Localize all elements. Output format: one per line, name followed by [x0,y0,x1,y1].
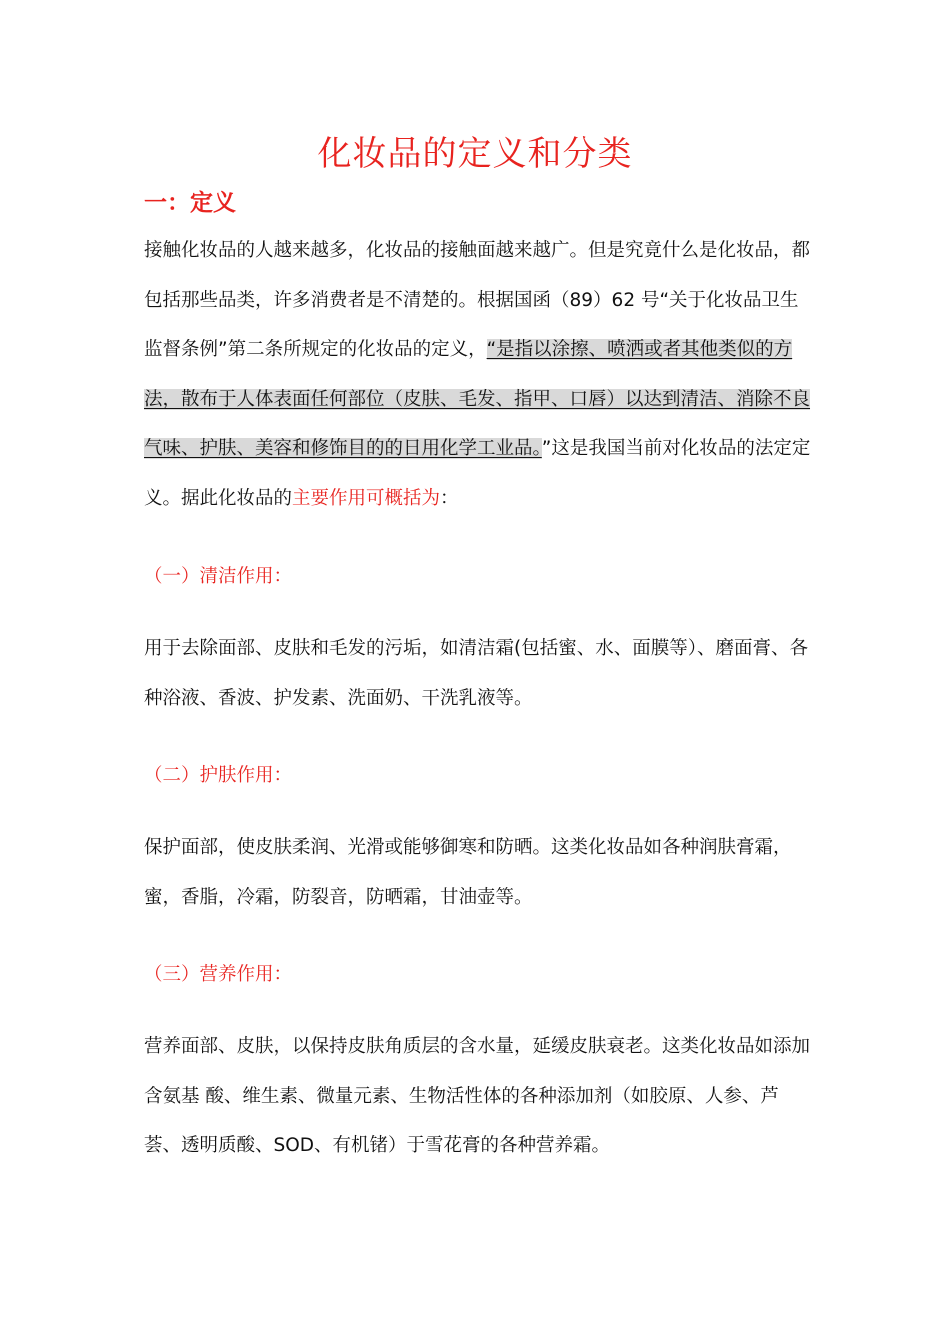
function-text-nutrition: 营养面部、皮肤，以保持皮肤角质层的含水量，延缓皮肤衰老。这类化妆品如添加含氨基 酸、维生素、微量元素、生物活性体的各种添加剂（如胶原、人参、芦荟、透明质酸、SOD、有机锗）于雪花膏的各种营养霜。 [144,1036,811,1156]
function-heading-nutrition: （三）营养作用： [144,964,293,985]
definition-paragraph [144,226,814,523]
intro-text: 接触化妆品的人越来越多，化妆品的接触面越来越广。但是究竟什么是化妆品，都包括那些品类，许多消费者是不清楚的。根据国函（89）62 号“关于化妆品卫生监督条例”第二条所规定的化妆品的定义， [144,240,811,360]
legal-definition-quote: “是指以涂擦、喷洒或者其他类似的方法，散布于人体表面任何部位（皮肤、毛发、指甲、口唇）以达到清洁、消除不良气味、护肤、美容和修饰目的的日用化学工业品。 [144,339,811,459]
main-functions-highlight: 主要作用可概括为 [292,487,441,509]
function-text-skincare: 保护面部，使皮肤柔润、光滑或能够御寒和防晒。这类化妆品如各种润肤膏霜，蜜，香脂，冷霜，防裂音，防晒霜，甘油壶等。 [144,837,792,908]
colon-text: ： [440,487,459,509]
document-title: 化妆品的定义和分类 [317,134,633,174]
after-quote-text: ”这是我国当前对化妆品的法定定义。据此化妆品的 [144,438,811,509]
function-text-cleaning: 用于去除面部、皮肤和毛发的污垢，如清洁霜(包括蜜、水、面膜等）、磨面膏、各种浴液、香波、护发素、洗面奶、干洗乳液等。 [144,638,808,709]
function-heading-cleaning: （一）清洁作用： [144,566,293,587]
function-heading-skincare: （二）护肤作用： [144,765,293,786]
section-heading-definition: 一：定义 [144,190,236,216]
